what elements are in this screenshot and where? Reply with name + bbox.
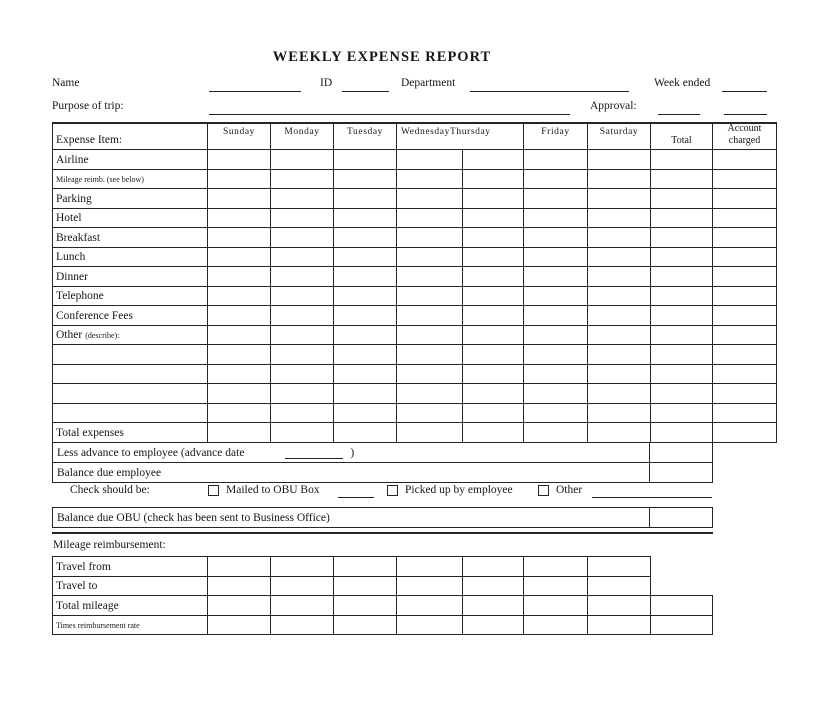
day-amount-cell[interactable] xyxy=(270,403,334,424)
col-header-friday-text: Friday xyxy=(541,127,570,137)
col-header-monday xyxy=(270,123,334,150)
mileage-day-cell[interactable] xyxy=(523,576,588,597)
less-advance-label xyxy=(53,443,649,462)
account-charged-cell[interactable] xyxy=(712,403,777,424)
day-amount-cell[interactable] xyxy=(270,149,334,170)
day-amount-cell[interactable] xyxy=(587,169,651,190)
mileage-day-cell[interactable] xyxy=(333,595,397,616)
day-amount-cell[interactable] xyxy=(396,169,463,190)
mileage-section-label: Mileage reimbursement: xyxy=(53,539,166,551)
mileage-day-cell[interactable] xyxy=(270,576,334,597)
day-amount-cell[interactable] xyxy=(523,149,588,170)
balance-due-obu-label: Balance due OBU (check has been sent to Business Office) xyxy=(57,512,330,524)
mileage-day-cell[interactable] xyxy=(270,615,334,636)
expense-row-label xyxy=(52,247,208,268)
mileage-day-cell[interactable] xyxy=(333,615,397,636)
account-charged-cell[interactable] xyxy=(712,188,777,209)
day-amount-cell[interactable] xyxy=(462,188,524,209)
col-header-tuesday-text: Tuesday xyxy=(346,127,384,137)
col-header-monday-text: Monday xyxy=(284,127,320,137)
balance-due-employee-row xyxy=(52,462,713,483)
mileage-day-cell[interactable] xyxy=(333,576,397,597)
mailed-to-obu-checkbox[interactable] xyxy=(208,485,219,496)
account-charged-cell[interactable] xyxy=(712,227,777,248)
total-amount-cell[interactable] xyxy=(650,422,713,443)
day-amount-cell[interactable] xyxy=(523,286,588,307)
day-amount-cell[interactable] xyxy=(587,383,651,404)
day-amount-cell[interactable] xyxy=(396,344,463,365)
day-amount-cell[interactable] xyxy=(270,305,334,326)
total-amount-cell[interactable] xyxy=(650,364,713,385)
expense-row-label-text: Parking xyxy=(56,192,92,205)
total-amount-cell[interactable] xyxy=(650,208,713,229)
day-amount-cell[interactable] xyxy=(333,286,397,307)
col-header-saturday-text: Saturday xyxy=(599,127,639,137)
day-amount-cell[interactable] xyxy=(523,188,588,209)
day-amount-cell[interactable] xyxy=(462,325,524,346)
day-amount-cell[interactable] xyxy=(207,247,271,268)
expense-row-label xyxy=(52,305,208,326)
picked-up-checkbox[interactable] xyxy=(387,485,398,496)
advance-date-field-line[interactable] xyxy=(285,447,343,459)
day-amount-cell[interactable] xyxy=(207,383,271,404)
day-amount-cell[interactable] xyxy=(523,325,588,346)
other-field-line[interactable] xyxy=(592,497,712,498)
balance-due-obu-row xyxy=(52,507,713,528)
day-amount-cell[interactable] xyxy=(396,247,463,268)
option-picked-up xyxy=(387,484,513,496)
day-amount-cell[interactable] xyxy=(462,364,524,385)
day-amount-cell[interactable] xyxy=(523,227,588,248)
day-amount-cell[interactable] xyxy=(462,227,524,248)
day-amount-cell[interactable] xyxy=(587,188,651,209)
day-amount-cell[interactable] xyxy=(207,344,271,365)
mileage-day-cell[interactable] xyxy=(207,615,271,636)
day-amount-cell[interactable] xyxy=(333,305,397,326)
less-advance-text: Less advance to employee (advance date xyxy=(57,447,245,459)
total-amount-cell[interactable] xyxy=(650,247,713,268)
col-header-wednesday xyxy=(396,123,491,150)
day-amount-cell[interactable] xyxy=(462,422,524,443)
expense-item-header-text: Expense Item: xyxy=(56,134,123,146)
day-amount-cell[interactable] xyxy=(396,325,463,346)
day-amount-cell[interactable] xyxy=(462,266,524,287)
balance-due-employee-amount-cell[interactable] xyxy=(649,463,712,482)
week-ended-field-line[interactable] xyxy=(722,91,767,92)
day-amount-cell[interactable] xyxy=(587,227,651,248)
day-amount-cell[interactable] xyxy=(523,208,588,229)
day-amount-cell[interactable] xyxy=(587,364,651,385)
day-amount-cell[interactable] xyxy=(587,208,651,229)
balance-due-employee-label: Balance due employee xyxy=(57,467,162,479)
account-charged-cell[interactable] xyxy=(712,422,777,443)
week-ended-label: Week ended xyxy=(654,77,711,89)
day-amount-cell[interactable] xyxy=(396,383,463,404)
day-amount-cell[interactable] xyxy=(587,344,651,365)
total-amount-cell[interactable] xyxy=(650,149,713,170)
day-amount-cell[interactable] xyxy=(462,149,524,170)
day-amount-cell[interactable] xyxy=(333,188,397,209)
expense-row-label-text: Airline xyxy=(56,153,89,166)
day-amount-cell[interactable] xyxy=(523,247,588,268)
total-column-header xyxy=(650,123,713,150)
mailed-to-obu-label: Mailed to OBU Box xyxy=(226,484,320,496)
expense-row-label-text: Conference Fees xyxy=(56,309,133,322)
wednesday-header-text: Wednesday xyxy=(401,127,450,137)
account-charged-cell[interactable] xyxy=(712,364,777,385)
expense-row-label-text: Dinner xyxy=(56,270,88,283)
day-amount-cell[interactable] xyxy=(396,364,463,385)
mileage-day-cell[interactable] xyxy=(587,615,651,636)
day-amount-cell[interactable] xyxy=(207,325,271,346)
day-amount-cell[interactable] xyxy=(207,305,271,326)
day-amount-cell[interactable] xyxy=(587,149,651,170)
expense-item-header xyxy=(52,123,208,150)
obu-box-number-field-line[interactable] xyxy=(338,497,374,498)
expense-row-label xyxy=(52,149,208,170)
name-label: Name xyxy=(52,77,80,89)
total-amount-cell[interactable] xyxy=(650,305,713,326)
expense-row-label xyxy=(52,364,208,385)
day-amount-cell[interactable] xyxy=(523,364,588,385)
other-label: Other xyxy=(556,484,583,496)
day-amount-cell[interactable] xyxy=(207,364,271,385)
account-charged-cell[interactable] xyxy=(712,325,777,346)
day-amount-cell[interactable] xyxy=(333,383,397,404)
day-amount-cell[interactable] xyxy=(396,286,463,307)
day-amount-cell[interactable] xyxy=(587,422,651,443)
total-amount-cell[interactable] xyxy=(650,169,713,190)
approval-field-line-1[interactable] xyxy=(658,114,700,115)
mileage-day-cell[interactable] xyxy=(333,556,397,577)
mileage-day-cell[interactable] xyxy=(396,556,463,577)
day-amount-cell[interactable] xyxy=(396,422,463,443)
department-label: Department xyxy=(401,77,456,89)
mileage-day-cell[interactable] xyxy=(462,556,524,577)
total-amount-cell[interactable] xyxy=(650,383,713,404)
expense-row-label-text: Other xyxy=(56,329,83,341)
purpose-field-line[interactable] xyxy=(209,114,570,115)
expense-row-label-text: Hotel xyxy=(56,212,82,224)
mileage-row-label xyxy=(52,595,208,616)
expense-row-label-text: Telephone xyxy=(56,290,104,302)
day-amount-cell[interactable] xyxy=(270,383,334,404)
day-amount-cell[interactable] xyxy=(462,247,524,268)
day-amount-cell[interactable] xyxy=(396,188,463,209)
account-charged-header-text: Account charged xyxy=(727,123,762,146)
mileage-row-label xyxy=(52,556,208,577)
day-amount-cell[interactable] xyxy=(270,188,334,209)
day-amount-cell[interactable] xyxy=(207,208,271,229)
day-amount-cell[interactable] xyxy=(587,286,651,307)
day-amount-cell[interactable] xyxy=(270,247,334,268)
mileage-day-cell[interactable] xyxy=(523,556,588,577)
approval-label: Approval: xyxy=(590,100,637,112)
less-advance-amount-cell[interactable] xyxy=(649,443,712,462)
total-amount-cell[interactable] xyxy=(650,188,713,209)
mileage-day-cell[interactable] xyxy=(270,595,334,616)
picked-up-label: Picked up by employee xyxy=(405,484,513,496)
mileage-day-cell[interactable] xyxy=(462,615,524,636)
day-amount-cell[interactable] xyxy=(333,247,397,268)
option-mailed-to-obu-box xyxy=(208,484,320,496)
day-amount-cell[interactable] xyxy=(333,227,397,248)
expense-row-label xyxy=(52,325,208,346)
check-disposition-line xyxy=(0,483,817,501)
day-amount-cell[interactable] xyxy=(270,325,334,346)
account-charged-cell[interactable] xyxy=(712,208,777,229)
day-amount-cell[interactable] xyxy=(462,383,524,404)
day-amount-cell[interactable] xyxy=(587,325,651,346)
day-amount-cell[interactable] xyxy=(523,403,588,424)
mileage-total-cell[interactable] xyxy=(650,615,713,636)
balance-due-obu-amount-cell[interactable] xyxy=(649,508,712,527)
account-charged-cell[interactable] xyxy=(712,286,777,307)
mileage-day-cell[interactable] xyxy=(587,595,651,616)
day-amount-cell[interactable] xyxy=(462,305,524,326)
id-label: ID xyxy=(320,77,333,89)
account-charged-header xyxy=(712,123,777,150)
day-amount-cell[interactable] xyxy=(523,305,588,326)
total-amount-cell[interactable] xyxy=(650,325,713,346)
day-amount-cell[interactable] xyxy=(333,422,397,443)
day-amount-cell[interactable] xyxy=(333,403,397,424)
account-charged-cell[interactable] xyxy=(712,344,777,365)
mileage-day-cell[interactable] xyxy=(523,615,588,636)
day-amount-cell[interactable] xyxy=(523,383,588,404)
day-amount-cell[interactable] xyxy=(523,422,588,443)
day-amount-cell[interactable] xyxy=(587,403,651,424)
account-charged-cell[interactable] xyxy=(712,305,777,326)
expense-table xyxy=(52,123,777,443)
day-amount-cell[interactable] xyxy=(333,169,397,190)
day-amount-cell[interactable] xyxy=(207,286,271,307)
less-advance-suffix: ) xyxy=(350,447,355,459)
id-field-line[interactable] xyxy=(342,91,389,92)
expense-row-label xyxy=(52,227,208,248)
mileage-day-cell[interactable] xyxy=(270,556,334,577)
day-amount-cell[interactable] xyxy=(587,266,651,287)
day-amount-cell[interactable] xyxy=(396,305,463,326)
account-charged-cell[interactable] xyxy=(712,383,777,404)
expense-row-label-text: Breakfast xyxy=(56,231,101,244)
day-amount-cell[interactable] xyxy=(333,149,397,170)
expense-row-label xyxy=(52,169,208,190)
day-amount-cell[interactable] xyxy=(396,208,463,229)
day-amount-cell[interactable] xyxy=(270,169,334,190)
mileage-day-cell[interactable] xyxy=(396,615,463,636)
expense-row-label xyxy=(52,403,208,424)
page-title: WEEKLY EXPENSE REPORT xyxy=(272,49,492,65)
day-amount-cell[interactable] xyxy=(333,266,397,287)
account-charged-cell[interactable] xyxy=(712,169,777,190)
less-advance-row xyxy=(52,442,713,463)
day-amount-cell[interactable] xyxy=(270,286,334,307)
mileage-row-label-text: Times reimbursement rate xyxy=(56,621,140,630)
day-amount-cell[interactable] xyxy=(396,403,463,424)
day-amount-cell[interactable] xyxy=(270,208,334,229)
expense-row-label-text: Total expenses xyxy=(56,426,124,439)
total-amount-cell[interactable] xyxy=(650,403,713,424)
day-amount-cell[interactable] xyxy=(523,169,588,190)
mileage-day-cell[interactable] xyxy=(207,556,271,577)
day-amount-cell[interactable] xyxy=(207,149,271,170)
account-charged-cell[interactable] xyxy=(712,266,777,287)
col-header-friday xyxy=(523,123,588,150)
day-amount-cell[interactable] xyxy=(333,344,397,365)
col-header-tuesday xyxy=(333,123,397,150)
day-amount-cell[interactable] xyxy=(270,266,334,287)
approval-field-line-2[interactable] xyxy=(724,114,767,115)
thursday-header-text: Thursday xyxy=(449,127,491,137)
day-amount-cell[interactable] xyxy=(523,266,588,287)
mileage-row-label-text: Travel to xyxy=(56,580,98,592)
col-header-sunday-text: Sunday xyxy=(222,127,256,137)
mileage-row-label xyxy=(52,615,208,636)
expense-row-label-text: Lunch xyxy=(56,251,86,263)
mileage-table xyxy=(52,556,714,636)
mileage-day-cell[interactable] xyxy=(396,595,463,616)
col-header-sunday xyxy=(207,123,271,150)
day-amount-cell[interactable] xyxy=(462,403,524,424)
expense-row-label xyxy=(52,286,208,307)
mileage-day-cell[interactable] xyxy=(207,595,271,616)
day-amount-cell[interactable] xyxy=(396,149,463,170)
purpose-label: Purpose of trip: xyxy=(52,100,124,112)
day-amount-cell[interactable] xyxy=(270,364,334,385)
expense-row-label xyxy=(52,266,208,287)
expense-row-label xyxy=(52,208,208,229)
mileage-day-cell[interactable] xyxy=(523,595,588,616)
day-amount-cell[interactable] xyxy=(207,422,271,443)
mileage-day-cell[interactable] xyxy=(587,556,651,577)
day-amount-cell[interactable] xyxy=(396,266,463,287)
day-amount-cell[interactable] xyxy=(462,169,524,190)
total-amount-cell[interactable] xyxy=(650,266,713,287)
total-header-text: Total xyxy=(671,135,692,146)
day-amount-cell[interactable] xyxy=(270,422,334,443)
mileage-day-cell[interactable] xyxy=(462,595,524,616)
day-amount-cell[interactable] xyxy=(207,188,271,209)
mileage-row-label xyxy=(52,576,208,597)
day-amount-cell[interactable] xyxy=(207,169,271,190)
total-amount-cell[interactable] xyxy=(650,227,713,248)
day-amount-cell[interactable] xyxy=(396,227,463,248)
day-amount-cell[interactable] xyxy=(333,364,397,385)
account-charged-cell[interactable] xyxy=(712,247,777,268)
department-field-line[interactable] xyxy=(470,91,629,92)
mileage-day-cell[interactable] xyxy=(462,576,524,597)
day-amount-cell[interactable] xyxy=(207,403,271,424)
mileage-row-label-text: Travel from xyxy=(56,560,111,573)
name-field-line[interactable] xyxy=(209,91,301,92)
day-amount-cell[interactable] xyxy=(523,344,588,365)
expense-row-label xyxy=(52,422,208,443)
expense-row-label xyxy=(52,383,208,404)
day-amount-cell[interactable] xyxy=(207,266,271,287)
total-amount-cell[interactable] xyxy=(650,344,713,365)
day-amount-cell[interactable] xyxy=(462,208,524,229)
day-amount-cell[interactable] xyxy=(207,227,271,248)
mileage-day-cell[interactable] xyxy=(396,576,463,597)
expense-row-label xyxy=(52,344,208,365)
day-amount-cell[interactable] xyxy=(270,227,334,248)
expense-row-label-small-text: Mileage reimb. (see below) xyxy=(56,175,144,184)
mileage-day-cell[interactable] xyxy=(587,576,651,597)
expense-row-label-small-text: (describe): xyxy=(85,331,120,340)
other-checkbox[interactable] xyxy=(538,485,549,496)
day-amount-cell[interactable] xyxy=(333,325,397,346)
mileage-row-label-text: Total mileage xyxy=(56,599,119,612)
mileage-total-cell[interactable] xyxy=(650,595,713,616)
day-amount-cell[interactable] xyxy=(587,305,651,326)
day-amount-cell[interactable] xyxy=(462,286,524,307)
total-amount-cell[interactable] xyxy=(650,286,713,307)
mileage-day-cell[interactable] xyxy=(207,576,271,597)
check-should-be-label: Check should be: xyxy=(70,484,150,496)
day-amount-cell[interactable] xyxy=(333,208,397,229)
expense-row-label xyxy=(52,188,208,209)
day-amount-cell[interactable] xyxy=(587,247,651,268)
col-header-saturday xyxy=(587,123,651,150)
option-other xyxy=(538,484,582,496)
day-amount-cell[interactable] xyxy=(462,344,524,365)
day-amount-cell[interactable] xyxy=(270,344,334,365)
section-divider xyxy=(52,532,713,534)
account-charged-cell[interactable] xyxy=(712,149,777,170)
